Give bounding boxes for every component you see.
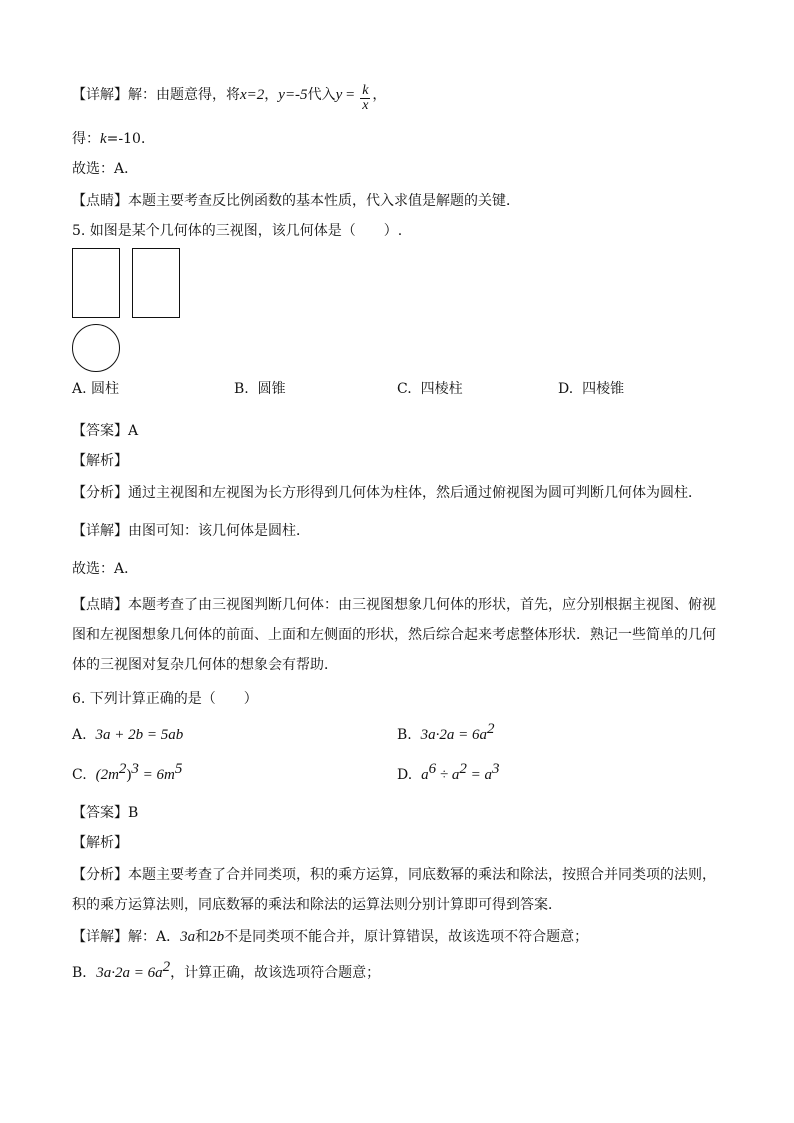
exponent: 6: [428, 761, 437, 777]
q6-option-d: [397, 761, 500, 784]
rhs-expression: = a: [466, 767, 492, 783]
close-paren: ): [126, 767, 132, 783]
fraction-denominator: x: [362, 98, 369, 113]
exponent: 3: [491, 761, 500, 777]
option-text: 四棱柱: [420, 381, 463, 397]
detail-tag: 【详解】: [72, 87, 128, 103]
q6-detail-a: [72, 928, 588, 946]
q5-option-d: [558, 380, 624, 398]
rhs-expression: = 6m: [138, 767, 175, 783]
comment-text: 本题考查了由三视图判断几何体：由三视图想象几何体的形状，首先，应分别根据主视图、俯视: [128, 597, 716, 613]
option-expression: 3a·2a = 6a: [420, 727, 488, 743]
q5-stem: [72, 222, 402, 240]
detail-text: 不是同类项不能合并，原计算错误，故该选项不符合题意；: [224, 929, 589, 945]
comment-line-3: [72, 650, 722, 680]
x-value: x=2: [240, 87, 265, 103]
option-text: 圆柱: [91, 381, 120, 397]
option-text: 四棱锥: [582, 381, 625, 397]
detail-prefix: B．: [72, 965, 97, 981]
fenxi-line-2: [72, 890, 722, 920]
result-value: =-10．: [106, 131, 155, 147]
option-text: 圆锥: [257, 381, 286, 397]
option-letter: C.: [72, 767, 87, 783]
fenxi-line-1: [72, 860, 722, 890]
option-expression: a: [421, 767, 429, 783]
fraction-k-over-x: [360, 84, 370, 113]
fenxi-tag: 【分析】: [72, 485, 128, 501]
comment-line-2: [72, 620, 722, 650]
q5-option-b: [234, 380, 286, 398]
q6-option-b: [397, 721, 495, 744]
fenxi-tag: 【分析】: [72, 867, 128, 883]
separator: ，: [264, 87, 279, 103]
detail-text: ，计算正确，故该选项符合题意；: [170, 965, 381, 981]
option-letter: D.: [397, 767, 413, 783]
q5-option-a: [72, 380, 119, 398]
y-value: y=-5: [278, 87, 308, 103]
result-line: [72, 130, 155, 148]
comment-tag: 【点睛】: [72, 193, 128, 209]
fenxi-text: 通过主视图和左视图为长方形得到几何体为柱体，然后通过俯视图为圆可判断几何体为圆柱．: [128, 485, 702, 501]
q6-analysis: [72, 834, 128, 852]
q5-fenxi: [72, 484, 702, 502]
detail-tag: 【详解】: [72, 523, 128, 539]
comment-text: 本题主要考查反比例函数的基本性质，代入求值是解题的关键．: [128, 193, 520, 209]
tail-comma: ，: [372, 87, 387, 103]
side-view-rectangle: [132, 248, 180, 318]
fenxi-text: 积的乘方运算法则，同底数幂的乘法和除法的运算法则分别计算即可得到答案．: [72, 897, 562, 913]
result-variable: k: [100, 131, 107, 147]
option-expression: (2m: [95, 767, 119, 783]
fenxi-text: 本题主要考查了合并同类项，积的乘方运算，同底数幂的乘法和除法，按照合并同类项的法则，: [128, 867, 716, 883]
q5-comment: [72, 590, 722, 680]
exponent: 2: [162, 959, 171, 975]
q5-choice: [72, 560, 138, 578]
answer-value: A: [128, 423, 139, 439]
q5-detail: [72, 522, 310, 540]
q5-analysis: [72, 452, 128, 470]
q6-detail-b: [72, 959, 381, 982]
option-expression: 3a + 2b = 5ab: [95, 727, 184, 743]
q5-option-c: [397, 380, 463, 398]
q6-fenxi: [72, 860, 722, 920]
choice-text: 故选：A．: [72, 161, 139, 177]
answer-tag: 【答案】: [72, 805, 128, 821]
option-letter: C.: [397, 381, 412, 397]
q6-option-c: [72, 761, 183, 784]
exponent: 2: [459, 761, 467, 777]
divisor-expression: ÷ a: [436, 767, 460, 783]
exponent: 2: [118, 761, 127, 777]
result-prefix: 得：: [72, 131, 100, 147]
detail-conjunction: 和: [195, 929, 210, 945]
term-2b: 2b: [209, 929, 225, 945]
detail-prefix: 解：由题意得，将: [128, 87, 240, 103]
option-letter: A.: [72, 727, 87, 743]
q6-stem: [72, 690, 258, 708]
exponent: 5: [174, 761, 183, 777]
function-y: y: [335, 87, 343, 103]
comment-tag: 【点睛】: [72, 597, 128, 613]
option-letter: B.: [397, 727, 412, 743]
q5-answer: [72, 422, 138, 440]
q5-stem-text: 5. 如图是某个几何体的三视图，该几何体是（ ）.: [72, 223, 403, 239]
front-view-rectangle: [72, 248, 120, 318]
substitute-into: 代入: [307, 87, 336, 103]
analysis-tag: 【解析】: [72, 453, 128, 469]
comment-text: 体的三视图对复杂几何体的想象会有帮助．: [72, 657, 338, 673]
q6-stem-text: 6. 下列计算正确的是（ ）: [72, 691, 258, 707]
option-letter: B.: [234, 381, 249, 397]
exponent: 3: [131, 761, 139, 777]
fraction-numerator: k: [362, 83, 369, 98]
option-letter: A.: [72, 381, 87, 397]
option-letter: D.: [558, 381, 574, 397]
equals-sign: =: [342, 87, 359, 103]
choice-text: 故选：A．: [72, 561, 139, 577]
comment-line: [72, 192, 520, 210]
detail-tag: 【详解】: [72, 929, 128, 945]
detail-expression: 3a·2a = 6a: [96, 965, 163, 981]
comment-line-1: [72, 590, 722, 620]
top-view-circle: [72, 324, 120, 372]
term-3a: 3a: [180, 929, 196, 945]
answer-tag: 【答案】: [72, 423, 128, 439]
q6-option-a: [72, 726, 183, 744]
detail-prefix: 解：A．: [128, 929, 181, 945]
exponent: 2: [487, 721, 495, 737]
detail-line: [72, 84, 386, 113]
comment-text: 图和左视图想象几何体的前面、上面和左侧面的形状，然后综合起来考虑整体形状．熟记一些简单的几何: [72, 627, 716, 643]
analysis-tag: 【解析】: [72, 835, 128, 851]
detail-text: 由图可知：该几何体是圆柱．: [128, 523, 310, 539]
answer-value: B: [128, 805, 139, 821]
q6-answer: [72, 804, 138, 822]
choice-line: [72, 160, 138, 178]
